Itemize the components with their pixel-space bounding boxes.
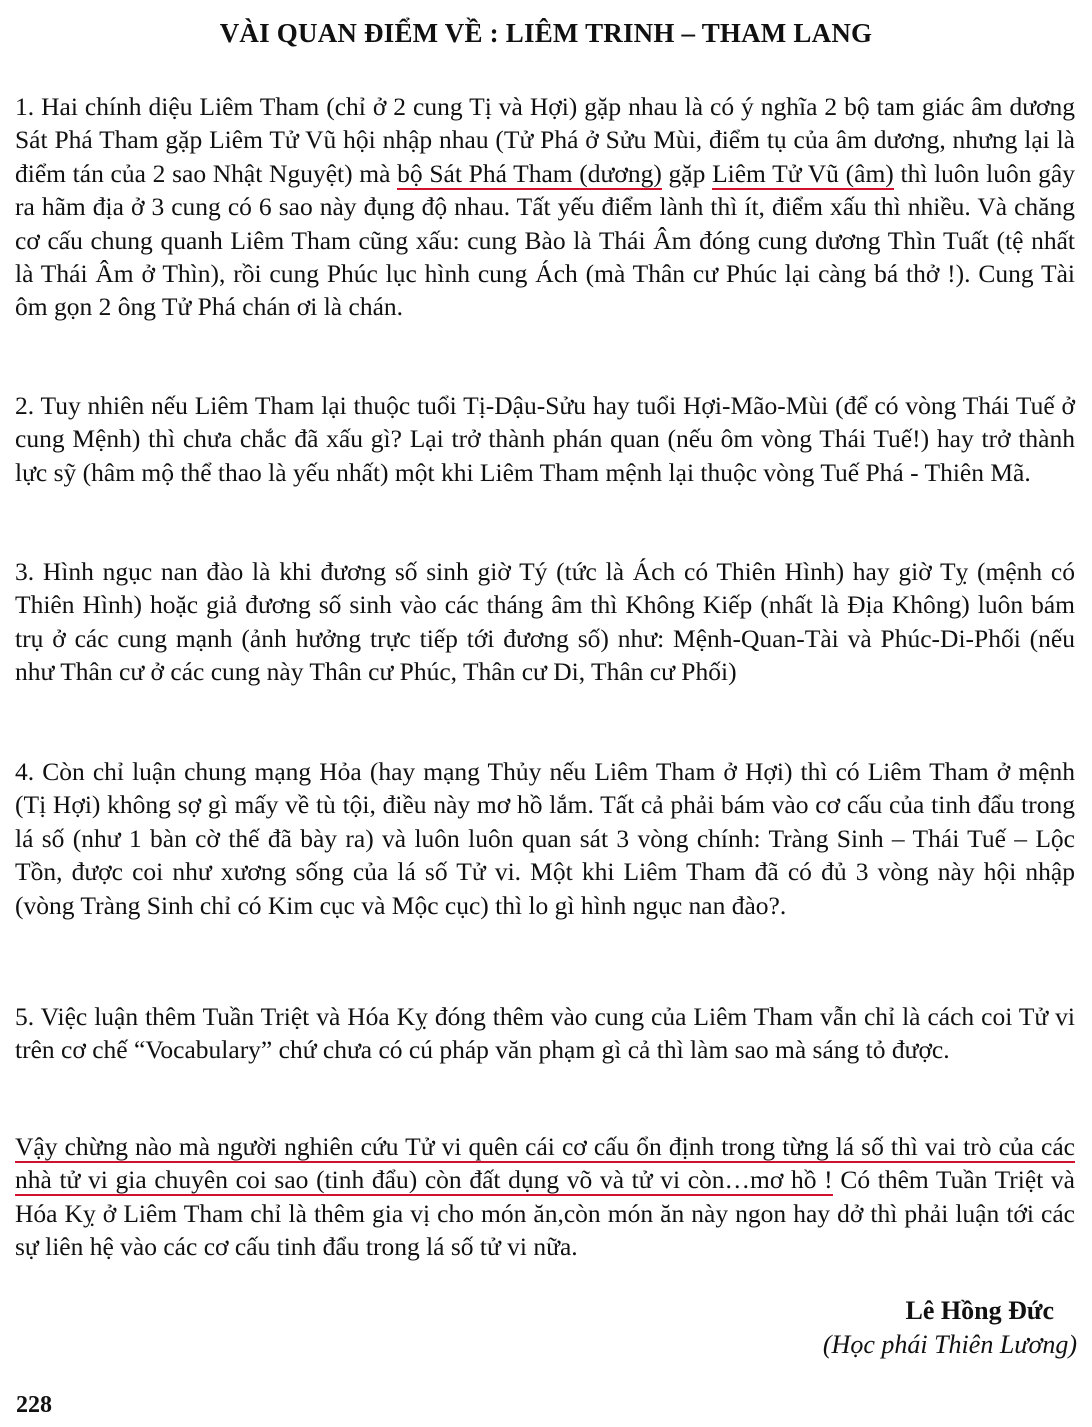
paragraph-1-text-b: gặp (661, 158, 713, 188)
paragraph-3: 3. Hình ngục nan đào là khi đương số sinh giờ Tý (tức là Ách có Thiên Hình) hay giờ Tỵ (mệnh có Thiên Hình) hoặc giả đương số sinh vào các tháng âm thì Không Kiếp (nhất là Địa Không) luôn bám trụ ở các cung mạnh (ảnh hưởng trực tiếp tới đương số) như: Mệnh-Quan-Tài và Phúc-Di-Phối (nếu như Thân cư ở các cung này Thân cư Phúc, Thân cư Di, Thân cư Phối) (15, 557, 1075, 687)
page-title: VÀI QUAN ĐIỂM VỀ : LIÊM TRINH – THAM LANG (219, 18, 873, 48)
underlined-phrase-sat-pha-tham: bộ Sát Phá Tham (dương) (397, 158, 662, 188)
paragraph-6-text: Có thêm Tuần Triệt và Hóa Kỵ ở Liêm Tham chỉ là thêm gia vị cho món ăn,còn món ăn này ngon hay dở thì phải luận tới các sự liên hệ vào các cơ cấu tinh đẩu trong lá số tử vi nữa. (15, 1165, 1075, 1262)
paragraph-4: 4. Còn chỉ luận chung mạng Hỏa (hay mạng Thủy nếu Liêm Tham ở Hợi) thì có Liêm Tham ở mệnh (Tị Hợi) không sợ gì mấy về tù tội, điều này mơ hồ lắm. Tất cả phải bám vào cơ cấu của tinh đẩu trong lá số (như 1 bàn cờ thế đã bày ra) và luôn luôn quan sát 3 vòng chính: Tràng Sinh – Thái Tuế – Lộc Tồn, được coi như xương sống của lá số Tử vi. Một khi Liêm Tham đã có đủ 3 vòng này hội nhập (vòng Tràng Sinh chỉ có Kim cục và Mộc cục) thì lo gì hình ngục nan đào?. (15, 757, 1075, 920)
underlined-phrase-liem-tu-vu: Liêm Tử Vũ (âm) (712, 158, 894, 188)
paragraph-5: 5. Việc luận thêm Tuần Triệt và Hóa Kỵ đóng thêm vào cung của Liêm Tham vẫn chỉ là cách coi Tử vi trên cơ chế “Vocabulary” chứ chưa có cú pháp văn phạm gì cả thì làm sao mà sáng tỏ được. (15, 1002, 1075, 1065)
author-affiliation: (Học phái Thiên Lương) (822, 1330, 1077, 1359)
paragraph-2: 2. Tuy nhiên nếu Liêm Tham lại thuộc tuổi Tị-Dậu-Sửu hay tuổi Hợi-Mão-Mùi (để có vòng Thái Tuế ở cung Mệnh) thì chưa chắc đã xấu gì? Lại trở thành phán quan (nếu ôm vòng Thái Tuế!) hay trở thành lực sỹ (hâm mộ thể thao là yếu nhất) một khi Liêm Tham mệnh lại thuộc vòng Tuế Phá - Thiên Mã. (15, 391, 1075, 487)
paragraph-1 (15, 90, 1075, 324)
page-number: 228 (16, 1392, 52, 1418)
paragraph-6 (15, 1130, 1075, 1264)
paragraph-1-text-c: thì luôn luôn gây ra hãm địa ở 3 cung có 6 sao này đụng độ nhau. Tất yếu điểm lành thì ít, điểm xấu thì nhiều. Và chăng cơ cấu chung quanh Liêm Tham cũng xấu: cung Bào là Thái Âm đóng cung dương Thìn Tuất (tệ nhất là Thái Âm ở Thìn), rồi cung Phúc lục hình cung Ách (mà Thân cư Phúc lại càng bá thở !). Cung Tài ôm gọn 2 ông Tử Phá chán ơi là chán. (15, 158, 1075, 322)
underlined-conclusion: Vậy chừng nào mà người nghiên cứu Tử vi quên cái cơ cấu ổn định trong từng lá số thì vai trò của các nhà tử vi gia chuyên coi sao (tinh đẩu) còn đất dụng võ và tử vi còn…mơ hồ ! (15, 1132, 1075, 1195)
author-name: Lê Hồng Đức (905, 1296, 1054, 1325)
paragraph-1-text-a: 1. Hai chính diệu Liêm Tham (chỉ ở 2 cung Tị và Hợi) gặp nhau là có ý nghĩa 2 bộ tam giác âm dương Sát Phá Tham gặp Liêm Tử Vũ hội nhập nhau (Tử Phá ở Sửu Mùi, điểm tụ của âm dương, nhưng lại là điểm tán của 2 sao Nhật Nguyệt) mà (15, 92, 1075, 188)
